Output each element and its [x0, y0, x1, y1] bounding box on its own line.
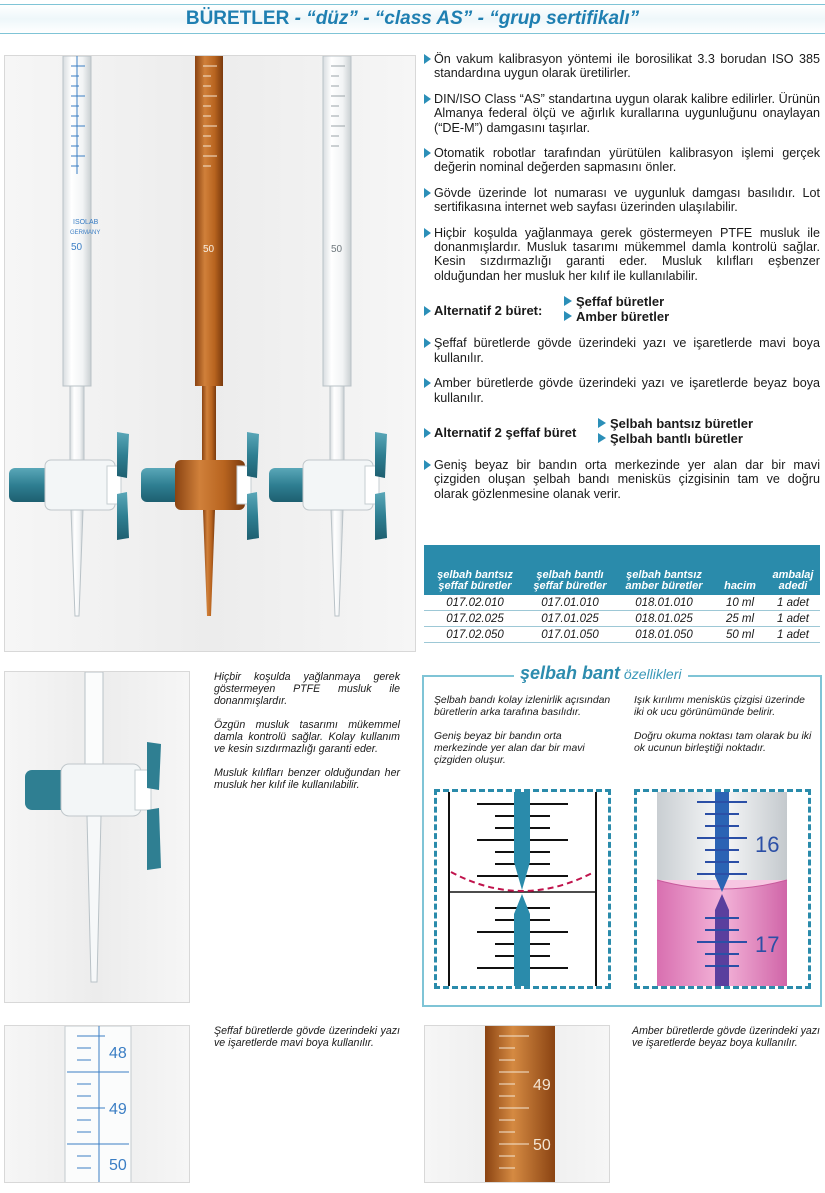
- table-row: [424, 611, 820, 627]
- arrow-icon: [424, 148, 431, 158]
- schellbach-band-diagram: [434, 789, 611, 989]
- arrow-icon: [424, 188, 431, 198]
- clear-burette-1: [9, 56, 129, 616]
- table-cell: 018.01.010: [635, 596, 693, 609]
- arrow-icon: [424, 306, 431, 316]
- stopcock-photo: [4, 671, 190, 1003]
- table-cell: 1 adet: [777, 628, 809, 641]
- title-main: BÜRETLER: [185, 8, 290, 29]
- product-table: [424, 545, 820, 643]
- svg-text:48: 48: [109, 1045, 127, 1062]
- svg-text:17: 17: [755, 932, 780, 957]
- svg-text:50: 50: [203, 244, 215, 255]
- table-cell: 017.02.050: [446, 628, 504, 641]
- bullet-7: Amber büretlerde gövde üzerindeki yazı ve işaretlerde beyaz boya kullanılır.: [424, 376, 820, 405]
- table-cell: 1 adet: [777, 596, 809, 609]
- bullet-4: Gövde üzerinde lot numarası ve uygunluk damgası basılıdır. Lot sertifikasına internet web sayfası üzerinden ulaşılabilir.: [424, 186, 820, 215]
- table-header: [424, 545, 820, 595]
- arrow-icon: [424, 54, 431, 64]
- alternative-burettes: [424, 294, 820, 330]
- svg-text:GERMANY: GERMANY: [70, 230, 101, 236]
- option-clear: Şeffaf büretler: [564, 294, 669, 309]
- svg-text:16: 16: [755, 832, 780, 857]
- amber-burette: [141, 56, 259, 616]
- alternative-label: Alternatif 2 büret:: [424, 304, 542, 318]
- features-title: şelbah bant özellikleri: [514, 663, 688, 684]
- column-header: hacim: [724, 580, 756, 592]
- page-title: [0, 8, 825, 30]
- arrow-icon: [424, 378, 431, 388]
- table-cell: 017.01.050: [541, 628, 599, 641]
- arrow-icon: [564, 296, 572, 306]
- table-cell: 50 ml: [725, 628, 755, 641]
- arrow-icon: [424, 228, 431, 238]
- bullet-1: Ön vakum kalibrasyon yöntemi ile borosilikat 3.3 borudan ISO 385 standardına uygun olarak üretilirler.: [424, 52, 820, 81]
- svg-text:49: 49: [533, 1077, 551, 1094]
- title-subtitle: - “düz” - “class AS” - “grup sertifikalı”: [289, 8, 640, 29]
- arrow-icon: [564, 311, 572, 321]
- option-with-band: Şelbah bantlı büretler: [598, 431, 753, 446]
- alternative-options: [564, 294, 669, 324]
- option-without-band: Şelbah bantsız büretler: [598, 416, 753, 431]
- amber-scale-photo: [424, 1025, 610, 1183]
- clear-burette-2: [269, 56, 387, 616]
- table-row: [424, 595, 820, 611]
- svg-text:50: 50: [109, 1157, 127, 1174]
- arrow-icon: [598, 433, 606, 443]
- table-cell: 018.01.050: [635, 628, 693, 641]
- arrow-icon: [424, 428, 431, 438]
- svg-text:50: 50: [71, 242, 83, 253]
- table-cell: 1 adet: [777, 612, 809, 625]
- features-right-text: Işık kırılımı menisküs çizgisi üzerinde iki ok ucu görünümünde belirir. Doğru okuma noktası tam olarak bu iki ok ucunun birleştiği noktadır.: [634, 695, 812, 754]
- bullet-2: DIN/ISO Class “AS” standartına uygun olarak kalibre edilirler. Ürünün Almanya federal ölçü ve ağırlık kurallarına uygunluğunu onaylayan (“DE-M”) damgasını taşırlar.: [424, 92, 820, 135]
- burettes-photo: [4, 55, 416, 652]
- table-cell: 017.01.025: [541, 612, 599, 625]
- svg-text:49: 49: [109, 1101, 127, 1118]
- column-header: şelbah bantsız şeffaf büretler: [437, 569, 513, 592]
- clear-scale-caption: Şeffaf büretlerde gövde üzerindeki yazı ve işaretlerde mavi boya kullanılır.: [214, 1025, 400, 1049]
- column-header: şelbah bantsız amber büretler: [625, 569, 703, 592]
- features-left-text: Şelbah bandı kolay izlenirlik açısından büretlerin arka tarafına basılıdır. Geniş beyaz bir bandın orta merkezinde yer alan dar bir mavi çizgiden oluşur.: [434, 695, 611, 766]
- table-cell: 018.01.025: [635, 612, 693, 625]
- amber-scale-caption: Amber büretlerde gövde üzerindeki yazı ve işaretlerde beyaz boya kullanılır.: [632, 1025, 820, 1049]
- option-amber: Amber büretler: [564, 309, 669, 324]
- column-header: şelbah bantlı şeffaf büretler: [533, 569, 607, 592]
- schellbach-features-box: [422, 663, 822, 1007]
- alternative-clear-options: [598, 416, 753, 446]
- svg-text:50: 50: [331, 244, 343, 255]
- arrow-icon: [424, 338, 431, 348]
- arrow-icon: [598, 418, 606, 428]
- meniscus-photo: [634, 789, 811, 989]
- column-header: ambalaj adedi: [772, 569, 814, 592]
- table-cell: 017.02.025: [446, 612, 504, 625]
- table-cell: 017.02.010: [446, 596, 504, 609]
- svg-text:ISOLAB: ISOLAB: [73, 219, 99, 226]
- table-cell: 25 ml: [725, 612, 755, 625]
- arrow-icon: [424, 460, 431, 470]
- stopcock-caption: Hiçbir koşulda yağlanmaya gerek göstermeyen PTFE musluk ile donanmışlardır. Özgün musluk tasarımı mükemmel damla kontrolü sağlar. Kolay kullanım ve kesin sızdırmazlığı garanti eder. Musluk kılıfları benzer olduğundan her musluk her kılıf ile kullanılabilir.: [214, 671, 400, 791]
- table-row: [424, 627, 820, 643]
- arrow-icon: [424, 94, 431, 104]
- bullet-5: Hiçbir koşulda yağlanmaya gerek göstermeyen PTFE musluk ile donanmışlardır. Musluk tasarımı mükemmel damla kontrolü sağlar. Kesin sızdırmazlığı garanti eder. Musluk kılıfları eşbenzer olduğundan her musluk her kılıf ile kullanılabilir.: [424, 226, 820, 284]
- page-header: [0, 0, 825, 38]
- svg-text:50: 50: [533, 1137, 551, 1154]
- table-cell: 10 ml: [725, 596, 755, 609]
- bullet-8: Geniş beyaz bir bandın orta merkezinde yer alan dar bir mavi çizgiden oluşan şelbah bandı menisküs çizgisinin tam ve doğru olarak gözlenmesine olanak verir.: [424, 458, 820, 501]
- alternative-clear-burettes: [424, 416, 820, 452]
- alternative-clear-label: Alternatif 2 şeffaf büret: [424, 426, 576, 440]
- table-cell: 017.01.010: [541, 596, 599, 609]
- bullet-3: Otomatik robotlar tarafından yürütülen kalibrasyon işlemi gerçek değerin nominal değerden sapmasını önler.: [424, 146, 820, 175]
- feature-list: [424, 52, 820, 512]
- bullet-6: Şeffaf büretlerde gövde üzerindeki yazı ve işaretlerde mavi boya kullanılır.: [424, 336, 820, 365]
- clear-scale-photo: [4, 1025, 190, 1183]
